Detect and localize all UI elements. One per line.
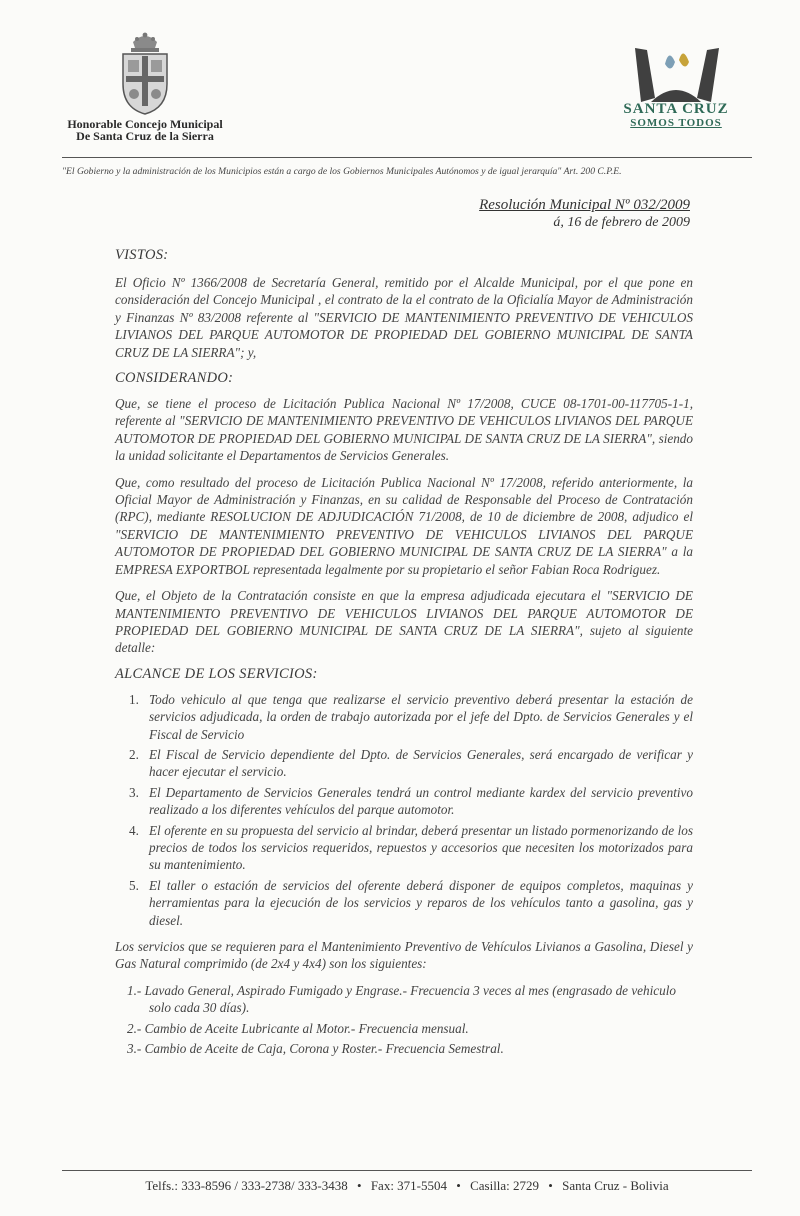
vistos-paragraph: El Oficio Nº 1366/2008 de Secretaría General, remitido por el Alcalde Municipal, por el que pone en consideración del Concejo Municipal , el contrato de la el contrato de la Oficialía Mayor de Administración y Finanzas Nº 83/2008 referente al "SERVICIO DE MANTENIMIENTO PREVENTIVO DE VEHICULOS LIVIANOS DEL PARQUE AUTOMOTOR DE PROPIEDAD DEL GOBIERNO MUNICIPAL DE SANTA CRUZ DE LA SIERRA"; y, bbox=[115, 275, 693, 360]
contact-footer bbox=[62, 1178, 752, 1194]
considerando-paragraph: Que, el Objeto de la Contratación consiste en que la empresa adjudicada ejecutara el "SERVICIO DE MANTENIMIENTO PREVENTIVO DE VEHICULOS LIVIANOS DEL PARQUE AUTOMOTOR DE PROPIEDAD DEL GOBIERNO MUNICIPAL DE SANTA CRUZ DE LA SIERRA", sujeto al siguiente detalle: bbox=[115, 588, 693, 656]
footer-casilla: Casilla: 2729 bbox=[470, 1178, 540, 1193]
santa-cruz-brand bbox=[596, 44, 756, 130]
services-intro: Los servicios que se requieren para el Mantenimiento Preventivo de Vehículos Livianos a Gasolina, Diesel y Gas Natural comprimido (de 2x4 y 4x4) son los siguientes: bbox=[115, 939, 693, 972]
list-item-number: 5. bbox=[129, 877, 139, 893]
document-body bbox=[115, 247, 693, 1060]
list-item-number: 1. bbox=[129, 691, 139, 707]
alcance-list bbox=[115, 691, 693, 929]
service-item: 2.- Cambio de Aceite Lubricante al Motor.- Frecuencia mensual. bbox=[127, 1020, 469, 1036]
footer-separator: • bbox=[548, 1178, 553, 1193]
council-name-line1: Honorable Concejo Municipal bbox=[67, 117, 223, 131]
footer-separator: • bbox=[456, 1178, 461, 1193]
council-name-line2: De Santa Cruz de la Sierra bbox=[76, 129, 214, 143]
list-item-number: 4. bbox=[129, 822, 139, 838]
list-item-text: El Departamento de Servicios Generales tendrá un control mediante kardex del servicio preventivo realizado a los diferentes vehículos del parque automotor. bbox=[149, 784, 693, 818]
considerando-paragraph: Que, como resultado del proceso de Licitación Publica Nacional Nº 17/2008, referido anteriormente, la Oficial Mayor de Administración y Finanzas, en su calidad de Responsable del Proceso de Contratación (RPC), mediante RESOLUCION DE ADJUDICACIÓN 71/2008, de 10 de diciembre de 2008, adjudico el "SERVICIO DE MANTENIMIENTO PREVENTIVO DE VEHICULOS LIVIANOS DEL PARQUE AUTOMOTOR DE PROPIEDAD DEL GOBIERNO MUNICIPAL DE SANTA CRUZ DE LA SIERRA" a la EMPRESA EXPORTBOL representada legalmente por su propietario el señor Fabian Roca Rodriguez. bbox=[115, 474, 693, 577]
footer-fax: Fax: 371-5504 bbox=[370, 1178, 448, 1193]
footer-location: Santa Cruz - Bolivia bbox=[562, 1178, 669, 1193]
council-header bbox=[55, 28, 235, 142]
services-list bbox=[127, 982, 693, 1058]
list-item-number: 3. bbox=[129, 784, 139, 800]
brand-name: SANTA CRUZ bbox=[623, 101, 729, 117]
alcance-heading: ALCANCE DE LOS SERVICIOS: bbox=[115, 665, 318, 682]
list-item-text: El oferente en su propuesta del servicio al brindar, deberá presentar un listado pormenorizando de los precios de todos los servicios requeridos, repuestos y accesorios que necesiten los motorizados para su mantenimiento. bbox=[149, 822, 693, 873]
service-item: 1.- Lavado General, Aspirado Fumigado y Engrase.- Frecuencia 3 veces al mes (engrasado de vehiculo solo cada 30 días). bbox=[127, 982, 676, 1016]
list-item bbox=[115, 877, 693, 929]
list-item-number: 2. bbox=[129, 746, 139, 762]
municipal-seal-icon bbox=[115, 28, 175, 116]
header-divider bbox=[62, 157, 752, 158]
list-item bbox=[115, 691, 693, 743]
list-item bbox=[115, 784, 693, 819]
service-item: 3.- Cambio de Aceite de Caja, Corona y Roster.- Frecuencia Semestral. bbox=[127, 1041, 504, 1057]
vistos-heading: VISTOS: bbox=[115, 247, 169, 263]
resolution-title: Resolución Municipal Nº 032/2009 bbox=[479, 197, 690, 213]
resolution-date: á, 16 de febrero de 2009 bbox=[553, 215, 690, 230]
constitution-motto: "El Gobierno y la administración de los Municipios están a cargo de los Gobiernos Municipales Autónomos y de igual jerarquía" Art. 200 C.P.E. bbox=[62, 166, 622, 177]
list-item bbox=[115, 822, 693, 874]
brand-tagline: SOMOS TODOS bbox=[630, 117, 722, 129]
list-item bbox=[115, 746, 693, 781]
resolution-block bbox=[479, 196, 690, 232]
considerando-paragraph: Que, se tiene el proceso de Licitación Publica Nacional Nº 17/2008, CUCE 08-1701-00-117705-1-1, referente al "SERVICIO DE MANTENIMIENTO PREVENTIVO DE VEHICULOS LIVIANOS DEL PARQUE AUTOMOTOR DE PROPIEDAD DEL GOBIERNO MUNICIPAL DE SANTA CRUZ DE LA SIERRA", siendo la unidad solicitante el Departamentos de Servicios Generales. bbox=[115, 396, 693, 464]
list-item-text: El taller o estación de servicios del oferente deberá disponer de equipos completos, maquinas y herramientas para la ejecución de los servicios y reparos de los vehículos tanto a gasolina, gas y diesel. bbox=[149, 877, 693, 928]
list-item-text: Todo vehiculo al que tenga que realizarse el servicio preventivo deberá presentar la estación de servicios adjudicada, la orden de trabajo autorizada por el jefe del Dpto. de Servicios Generales y el Fiscal de Servicio bbox=[149, 691, 693, 742]
footer-separator: • bbox=[357, 1178, 362, 1193]
considerando-heading: CONSIDERANDO: bbox=[115, 370, 234, 387]
footer-phones: Telfs.: 333-8596 / 333-2738/ 333-3438 bbox=[145, 1178, 348, 1193]
footer-divider bbox=[62, 1170, 752, 1171]
santa-cruz-logo-icon bbox=[601, 44, 751, 108]
list-item-text: El Fiscal de Servicio dependiente del Dpto. de Servicios Generales, será encargado de verificar y hacer ejecutar el servicio. bbox=[149, 746, 693, 780]
